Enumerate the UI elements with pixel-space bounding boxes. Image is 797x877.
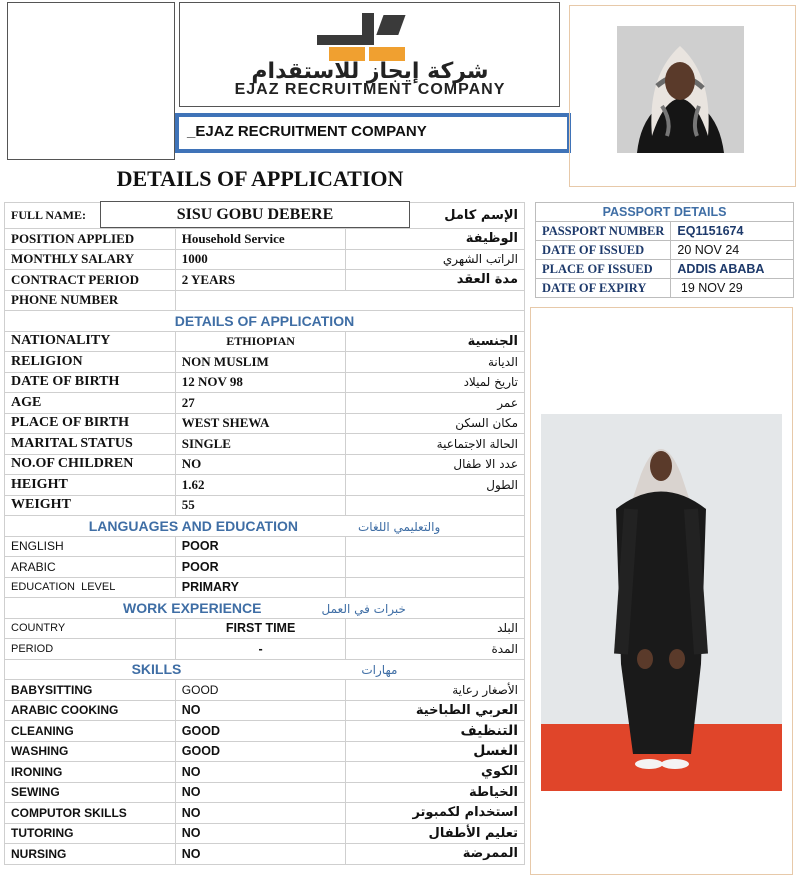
row-arabic: استخدام لكمبوتر [346,803,525,824]
table-row [5,352,525,373]
table-row [5,495,525,516]
full-body-photo-frame [530,307,793,875]
passport-value: EQ1151674 [671,222,794,241]
table-row [5,393,525,414]
row-label: DATE OF BIRTH [5,372,176,393]
row-arabic: التنظيف [346,721,525,742]
company-name-text: _EJAZ RECRUITMENT COMPANY [179,117,567,149]
row-arabic: المدة [346,639,525,660]
table-row [536,222,794,241]
full-body-person-icon [541,414,782,791]
row-label: IRONING [5,762,176,783]
row-arabic: الأصغار رعاية [346,680,525,701]
section-header [5,311,525,332]
page-title: DETAILS OF APPLICATION [116,166,404,191]
row-label: CLEANING [5,721,176,742]
row-label: PHONE NUMBER [5,290,176,311]
section-title-en: SKILLS [131,661,182,678]
row-value: WEST SHEWA [175,413,346,434]
table-row [5,741,525,762]
table-row [5,475,525,496]
row-value: NON MUSLIM [175,352,346,373]
table-row [5,454,525,475]
row-value: POOR [175,557,346,578]
empty-photo-box [7,2,175,160]
table-row [536,279,794,298]
row-value: NO [175,823,346,844]
row-label: HEIGHT [5,475,176,496]
table-row [5,823,525,844]
row-arabic [346,495,525,516]
row-value: SINGLE [175,434,346,455]
passport-label: PLACE OF ISSUED [536,260,671,279]
row-value: 27 [175,393,346,414]
row-label: NATIONALITY [5,331,176,352]
portrait-photo-frame [569,5,796,187]
row-label: MONTHLY SALARY [5,249,176,270]
table-row [5,762,525,783]
row-value: PRIMARY [175,577,346,598]
table-row [5,413,525,434]
row-label: PLACE OF BIRTH [5,413,176,434]
row-label: WASHING [5,741,176,762]
row-label: PERIOD [5,639,176,660]
row-value: FIRST TIME [175,618,346,639]
row-value: NO [175,844,346,865]
row-value: GOOD [175,680,346,701]
portrait-person-icon [617,26,744,153]
row-label: CONTRACT PERIOD [5,270,176,291]
row-arabic: البلد [346,618,525,639]
row-arabic: مكان السكن [346,413,525,434]
row-label: AGE [5,393,176,414]
table-row [5,803,525,824]
section-title-ar: خبرات في العمل [321,601,406,616]
portrait-photo [617,26,744,153]
row-value: NO [175,454,346,475]
row-value: 12 NOV 98 [175,372,346,393]
passport-label: DATE OF EXPIRY [536,279,671,298]
row-label: NO.OF CHILDREN [5,454,176,475]
row-value: POOR [175,536,346,557]
table-row [5,680,525,701]
row-arabic: الراتب الشهري [346,249,525,270]
full-name-arabic: الإسم كامل [346,203,525,229]
row-value: NO [175,700,346,721]
row-value [175,290,346,311]
passport-label: PASSPORT NUMBER [536,222,671,241]
row-value: 1.62 [175,475,346,496]
row-label: ARABIC [5,557,176,578]
row-label: ARABIC COOKING [5,700,176,721]
row-label: WEIGHT [5,495,176,516]
table-row [5,372,525,393]
table-row [5,844,525,865]
section-title-en: LANGUAGES AND EDUCATION [88,517,298,534]
table-row [536,241,794,260]
section-header [5,598,525,619]
table-row [5,229,525,250]
table-row [5,536,525,557]
row-arabic: الممرضة [346,844,525,865]
passport-value: ADDIS ABABA [671,260,794,279]
application-details-table [4,202,525,865]
row-label: MARITAL STATUS [5,434,176,455]
table-row [536,260,794,279]
table-row [5,331,525,352]
table-row [5,434,525,455]
row-arabic: الجنسية [346,331,525,352]
row-arabic [346,290,525,311]
table-row [5,782,525,803]
table-row [5,557,525,578]
section-skills-title [5,659,525,680]
table-row [5,700,525,721]
row-arabic: عمر [346,393,525,414]
row-label: EDUCATION LEVEL [5,577,176,598]
row-value: 1000 [175,249,346,270]
row-label: POSITION APPLIED [5,229,176,250]
table-row [5,249,525,270]
table-row [5,639,525,660]
passport-header: PASSPORT DETAILS [536,203,794,222]
row-value: 2 YEARS [175,270,346,291]
row-arabic: مدة العقد [346,270,525,291]
row-value: 55 [175,495,346,516]
table-row [5,270,525,291]
section-header [5,659,525,680]
row-label: COMPUTOR SKILLS [5,803,176,824]
passport-value: 20 NOV 24 [671,241,794,260]
company-logo-arabic: شركة إيجاز للاستقدام [251,59,489,84]
section-header [5,516,525,537]
section-languages-title [5,516,525,537]
section-details-title: DETAILS OF APPLICATION [5,311,525,332]
row-arabic: تاريخ لميلاد [346,372,525,393]
row-arabic: الحالة الاجتماعية [346,434,525,455]
company-logo-english: EJAZ RECRUITMENT COMPANY [234,81,506,98]
table-row [5,618,525,639]
section-title-en: WORK EXPERIENCE [123,599,262,616]
section-title-ar: مهارات [361,663,398,678]
full-name-label: FULL NAME: [5,203,176,229]
full-name-value: SISU GOBU DEBERE [100,201,410,228]
company-name-bar [175,113,571,153]
table-row [5,577,525,598]
row-arabic: العربي الطباخية [346,700,525,721]
row-value: - [175,639,346,660]
row-value: NO [175,782,346,803]
row-value: GOOD [175,741,346,762]
row-value: Household Service [175,229,346,250]
section-work-title [5,598,525,619]
row-label: BABYSITTING [5,680,176,701]
table-row [5,721,525,742]
full-body-photo [541,414,782,791]
row-label: RELIGION [5,352,176,373]
passport-label: DATE OF ISSUED [536,241,671,260]
row-arabic: الوظيفة [346,229,525,250]
table-row [5,290,525,311]
row-arabic: عدد الا طفال [346,454,525,475]
passport-details-table [535,202,794,298]
row-arabic: الطول [346,475,525,496]
row-label: COUNTRY [5,618,176,639]
row-value: NO [175,803,346,824]
section-title-ar: والتعليمي اللغات [357,519,441,534]
row-value: GOOD [175,721,346,742]
passport-value: 19 NOV 29 [671,279,794,298]
row-label: SEWING [5,782,176,803]
row-label: ENGLISH [5,536,176,557]
company-logo-box [179,2,560,107]
row-value: ETHIOPIAN [175,331,346,352]
row-value: NO [175,762,346,783]
row-arabic: الكوي [346,762,525,783]
row-arabic: الديانة [346,352,525,373]
row-label: NURSING [5,844,176,865]
row-arabic: تعليم الأطفال [346,823,525,844]
row-arabic: الغسل [346,741,525,762]
row-arabic: الخياطة [346,782,525,803]
row-label: TUTORING [5,823,176,844]
